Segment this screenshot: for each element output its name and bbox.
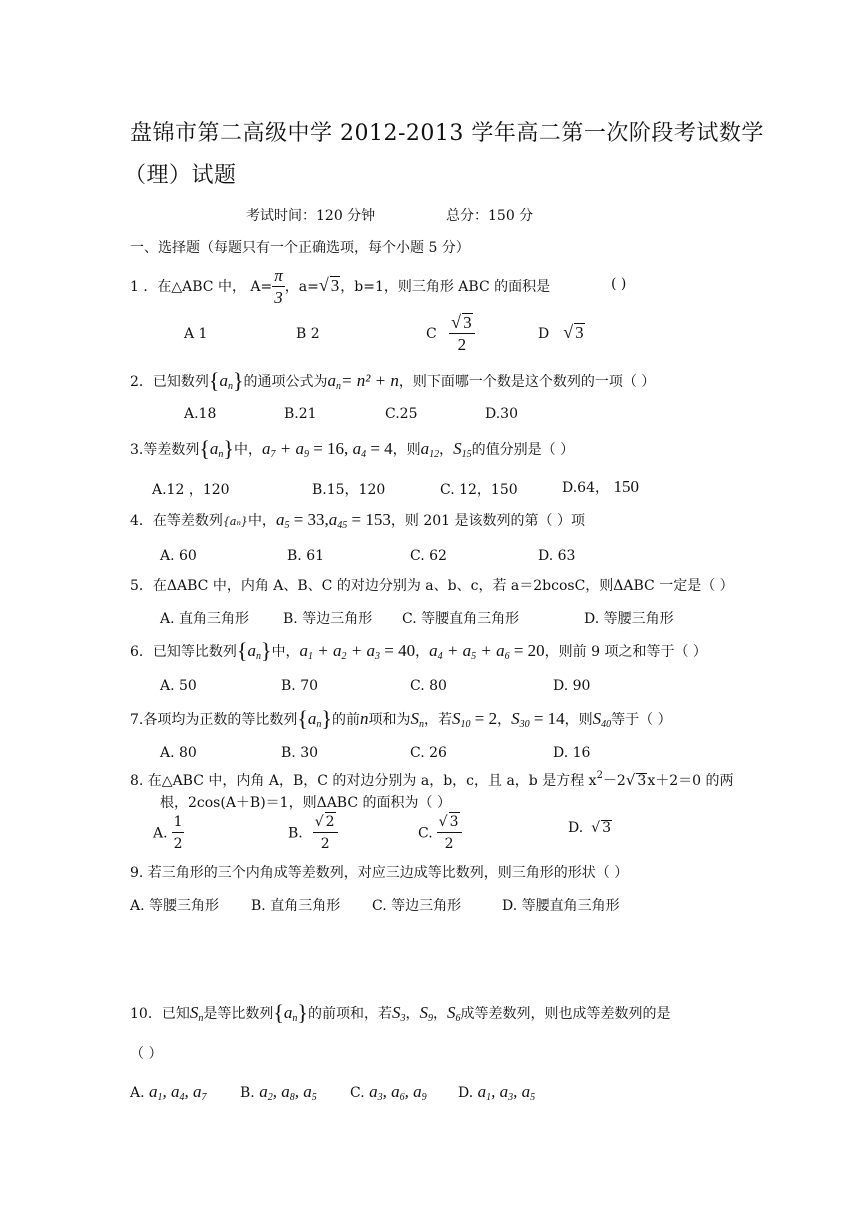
q3-option-d: D.64， 150 — [562, 477, 639, 496]
q3-option-b: B.15，120 — [312, 482, 386, 498]
question-5: 5．在ΔABC 中，内角 A、B、C 的对边分别为 a、b、c，若 a＝2bcosC，则ΔABC 一定是（ ） — [130, 578, 734, 594]
q1-option-a: A 1 — [184, 326, 208, 342]
q6-option-b: B. 70 — [281, 678, 319, 694]
section-heading: 一、选择题（每题只有一个正确选项，每个小题 5 分） — [130, 240, 470, 256]
q1-sqrt3: 3 — [330, 276, 340, 295]
title-line2: （理）试题 — [124, 163, 237, 188]
q9-option-a: A. 等腰三角形 — [130, 898, 220, 914]
question-7: 7.各项均为正数的等比数列$\{a_n\}$的前n项和为$S_n$，若$S_{10} = 2$，$S_{30} = 14$，则$S_{40}$等于（ ） — [130, 706, 672, 731]
q4-option-d: D. 63 — [538, 548, 576, 564]
q6-option-c: C. 80 — [410, 678, 447, 694]
q6-option-d: D. 90 — [553, 678, 591, 694]
question-4: 4．在等差数列{aₙ}中，$a_5 = 33,a_{45} = 153$，则 201 是该数列的第（ ）项 — [130, 510, 585, 531]
q4-option-b: B. 61 — [287, 548, 325, 564]
q5-option-b: B. 等边三角形 — [283, 611, 373, 627]
question-3: 3.等差数列$\{a_n\}$中，$a_7 + a_9 = 16$, $a_4 = 4$，则$a_{12}$，$S_{15}$的值分别是（ ） — [130, 436, 575, 461]
q1-fraction: $\frac{\pi}{3}$ — [274, 265, 283, 307]
q5-option-a: A. 直角三角形 — [160, 611, 250, 627]
q1-mid2: ，b=1，则三角形 ABC 的面积是 — [340, 279, 551, 295]
q1-lead: 1 ．在△ABC 中， A= — [130, 279, 273, 295]
q9-option-d: D. 等腰直角三角形 — [502, 898, 620, 914]
q10-option-d: D. $a_1$, $a_3$, $a_5$ — [458, 1082, 536, 1103]
question-6: 6．已知等比数列$\{a_n\}$中，$a_1 + a_2 + a_3 = 40$，$a_4 + a_5 + a_6 = 20$，则前 9 项之和等于（ ） — [130, 638, 707, 663]
q10-option-a: A. $a_1$, $a_4$, $a_7$ — [130, 1082, 207, 1103]
q10-option-c: C. $a_3$, $a_6$, $a_9$ — [350, 1082, 427, 1103]
q4-option-a: A. 60 — [160, 548, 197, 564]
q8-option-d: D. √ 3 — [568, 820, 612, 836]
exam-time: 考试时间：120 分钟 — [246, 208, 376, 224]
q2-option-a: A.18 — [184, 406, 217, 422]
q1-option-d: D √ 3 — [538, 322, 584, 342]
question-1: 1 ．在△ABC 中， A= $\frac{\pi}{3}$ ，a=√ 3，b=1，则三角形 ABC 的面积是 — [130, 265, 551, 307]
q2-option-c: C.25 — [385, 406, 418, 422]
q8-line2: 根，2cos(A＋B)＝1，则ΔABC 的面积为（ ） — [160, 795, 451, 811]
q8-option-b: B. $\frac{√ 2}{2}$ — [288, 812, 338, 855]
q1-option-c: C $\frac{√ 3}{2}$ — [426, 312, 475, 356]
q3-option-c: C. 12，150 — [440, 482, 518, 498]
q10-line2: （ ） — [130, 1046, 163, 1062]
q7-option-d: D. 16 — [553, 745, 591, 761]
question-10: 10．已知$S_n$是等比数列$\{a_n\}$的前项和，若$S_3$，$S_9$，$S_6$成等差数列，则也成等差数列的是 — [130, 1000, 671, 1025]
q2-formula: = n² + n — [341, 371, 399, 390]
q1-option-b: B 2 — [296, 326, 320, 342]
q2-option-d: D.30 — [485, 406, 518, 422]
question-8: 8. 在△ABC 中，内角 A，B，C 的对边分别为 a，b，c，且 a，b 是方程 $x^2-2√$ 3x＋2＝0 的两 — [130, 770, 734, 789]
question-2: 2．已知数列$\{a_n\}$的通项公式为$a_n= n^2 + n$，则下面哪一个数是这个数列的一项（ ） — [130, 368, 656, 393]
q1-paren: ( ) — [611, 276, 627, 292]
q7-option-c: C. 26 — [410, 745, 447, 761]
q8-option-c: C. $\frac{√ 3}{2}$ — [418, 812, 462, 855]
q6-option-a: A. 50 — [160, 678, 197, 694]
q7-option-a: A. 80 — [160, 745, 197, 761]
q1-mid1: ，a= — [284, 279, 319, 295]
q7-option-b: B. 30 — [281, 745, 319, 761]
total-score: 总分：150 分 — [446, 208, 534, 224]
q9-option-c: C. 等边三角形 — [372, 898, 462, 914]
q2-option-b: B.21 — [284, 406, 317, 422]
q9-option-b: B. 直角三角形 — [251, 898, 341, 914]
title-line1: 盘锦市第二高级中学 2012-2013 学年高二第一次阶段考试数学 — [130, 121, 764, 146]
q4-option-c: C. 62 — [410, 548, 447, 564]
q8-option-a: A. $\frac{1}{2}$ — [153, 814, 183, 852]
q5-option-c: C. 等腰直角三角形 — [402, 611, 520, 627]
q5-option-d: D. 等腰三角形 — [584, 611, 674, 627]
question-9: 9. 若三角形的三个内角成等差数列，对应三边成等比数列，则三角形的形状（ ） — [130, 865, 629, 881]
q3-option-a: A.12 ，120 — [152, 482, 230, 498]
q10-option-b: B. $a_2$, $a_8$, $a_5$ — [240, 1082, 317, 1103]
